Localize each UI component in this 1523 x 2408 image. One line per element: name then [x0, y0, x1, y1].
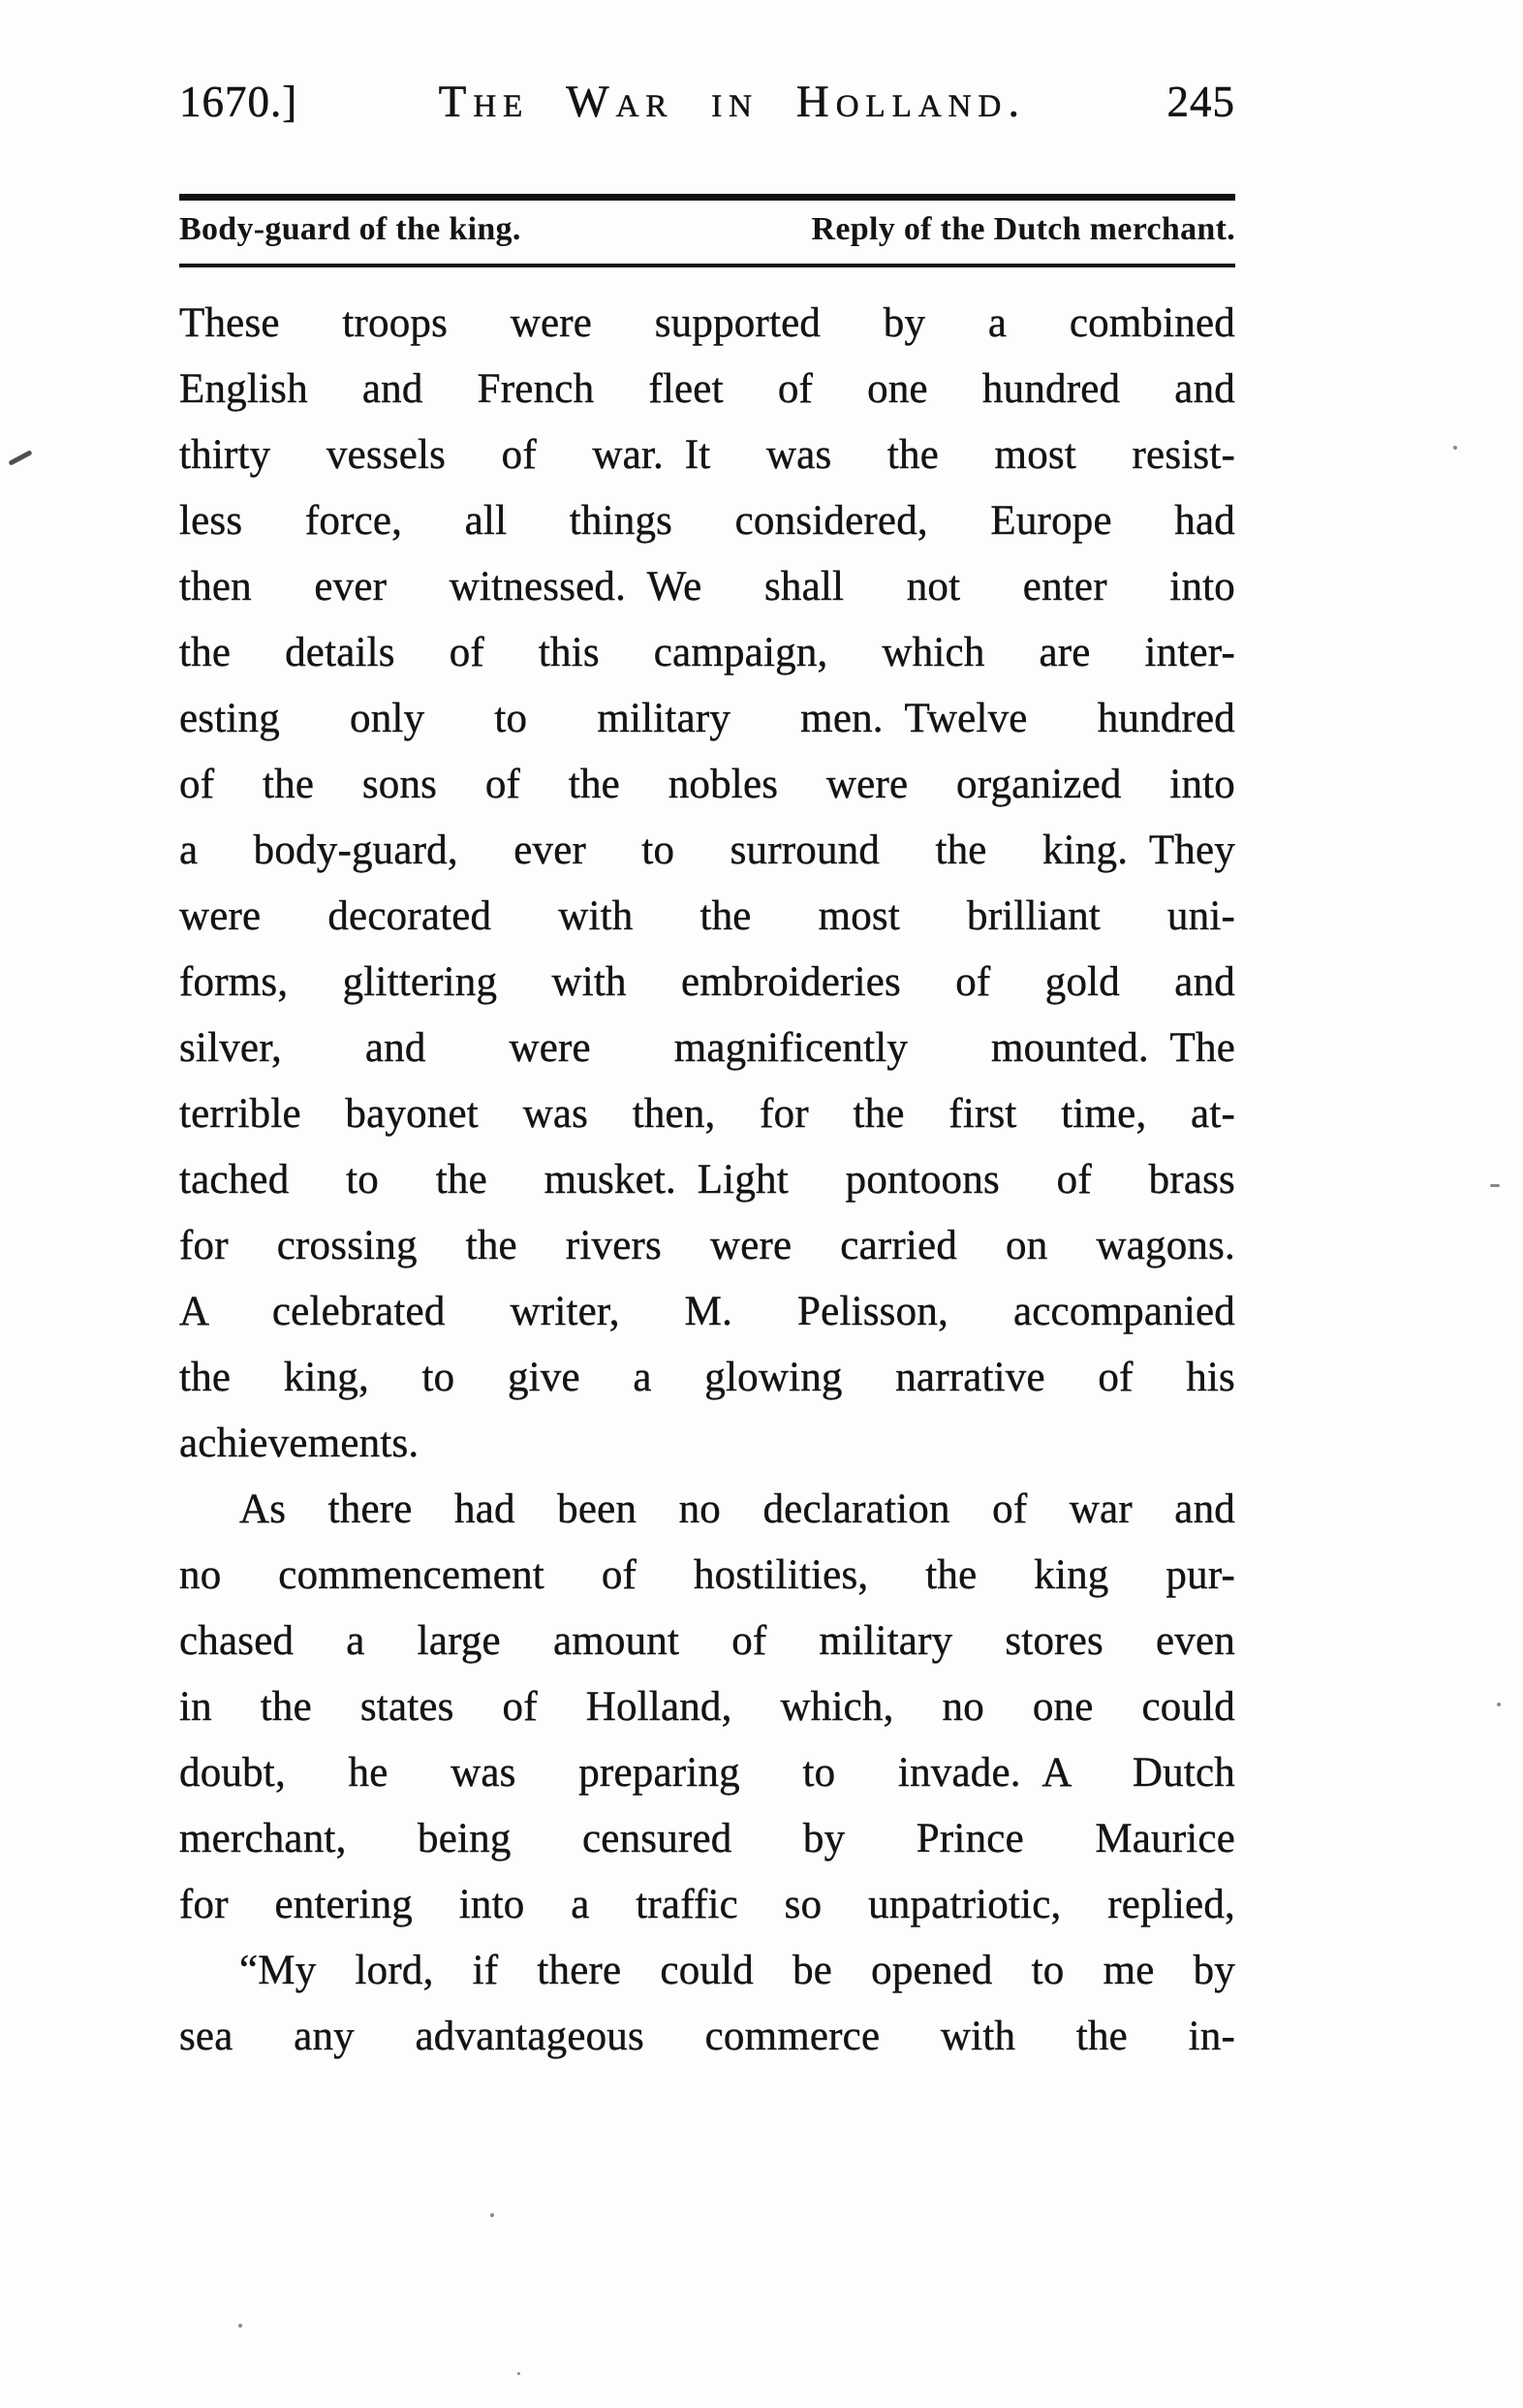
text-line: forms, glittering with embroideries of gold and — [179, 959, 1235, 1005]
scan-mark — [8, 450, 32, 466]
running-heads — [179, 211, 1235, 248]
body-text — [179, 291, 1235, 2070]
single-rule-divider — [179, 264, 1235, 267]
text-line: in the states of Holland, which, no one could — [179, 1684, 1235, 1730]
scan-speck — [490, 2213, 494, 2217]
text-line: for entering into a traffic so unpatriotic, replied, — [179, 1882, 1235, 1927]
text-line: the king, to give a glowing narrative of his — [179, 1355, 1235, 1400]
text-line: terrible bayonet was then, for the first time, at- — [179, 1091, 1235, 1137]
text-line: no commencement of hostilities, the king pur- — [179, 1552, 1235, 1598]
text-line: “My lord, if there could be opened to me by — [239, 1948, 1235, 1993]
text-line: English and French fleet of one hundred and — [179, 366, 1235, 412]
page-title: The War in Holland. — [438, 77, 1027, 127]
text-line: for crossing the rivers were carried on wagons. — [179, 1223, 1235, 1268]
text-line: chased a large amount of military stores even — [179, 1618, 1235, 1664]
page-number: 245 — [1166, 78, 1235, 126]
text-line: sea any advantageous commerce with the in- — [179, 2014, 1235, 2059]
scan-speck — [1490, 1184, 1500, 1187]
text-line: These troops were supported by a combined — [179, 300, 1235, 346]
header-year: 1670.] — [179, 78, 298, 126]
text-line: thirty vessels of war. It was the most resist- — [179, 432, 1235, 478]
running-head-right: Reply of the Dutch merchant. — [811, 211, 1235, 247]
scan-speck — [1453, 446, 1457, 450]
running-head-left: Body-guard of the king. — [179, 211, 521, 247]
text-line: then ever witnessed. We shall not enter into — [179, 564, 1235, 610]
text-line: were decorated with the most brilliant uni- — [179, 893, 1235, 939]
text-line: doubt, he was preparing to invade. A Dutch — [179, 1750, 1235, 1796]
text-line: tached to the musket. Light pontoons of brass — [179, 1157, 1235, 1203]
paragraph-3 — [179, 1938, 1235, 2070]
text-line: A celebrated writer, M. Pelisson, accompanied — [179, 1289, 1235, 1334]
text-line: silver, and were magnificently mounted. The — [179, 1025, 1235, 1071]
text-line: the details of this campaign, which are inter- — [179, 630, 1235, 675]
text-line: merchant, being censured by Prince Maurice — [179, 1816, 1235, 1861]
page-header — [179, 76, 1235, 128]
text-line: As there had been no declaration of war and — [239, 1486, 1235, 1532]
text-line: esting only to military men. Twelve hundred — [179, 696, 1235, 741]
paragraph-2 — [179, 1477, 1235, 1938]
scan-speck — [238, 2324, 242, 2328]
paragraph-1 — [179, 291, 1235, 1477]
double-rule-divider — [179, 194, 1235, 201]
text-line: a body-guard, ever to surround the king. They — [179, 828, 1235, 873]
text-line: less force, all things considered, Europe had — [179, 498, 1235, 544]
scan-speck — [1497, 1703, 1501, 1706]
text-line: achievements. — [179, 1421, 420, 1466]
text-line: of the sons of the nobles were organized into — [179, 762, 1235, 807]
scan-speck — [517, 2372, 520, 2375]
